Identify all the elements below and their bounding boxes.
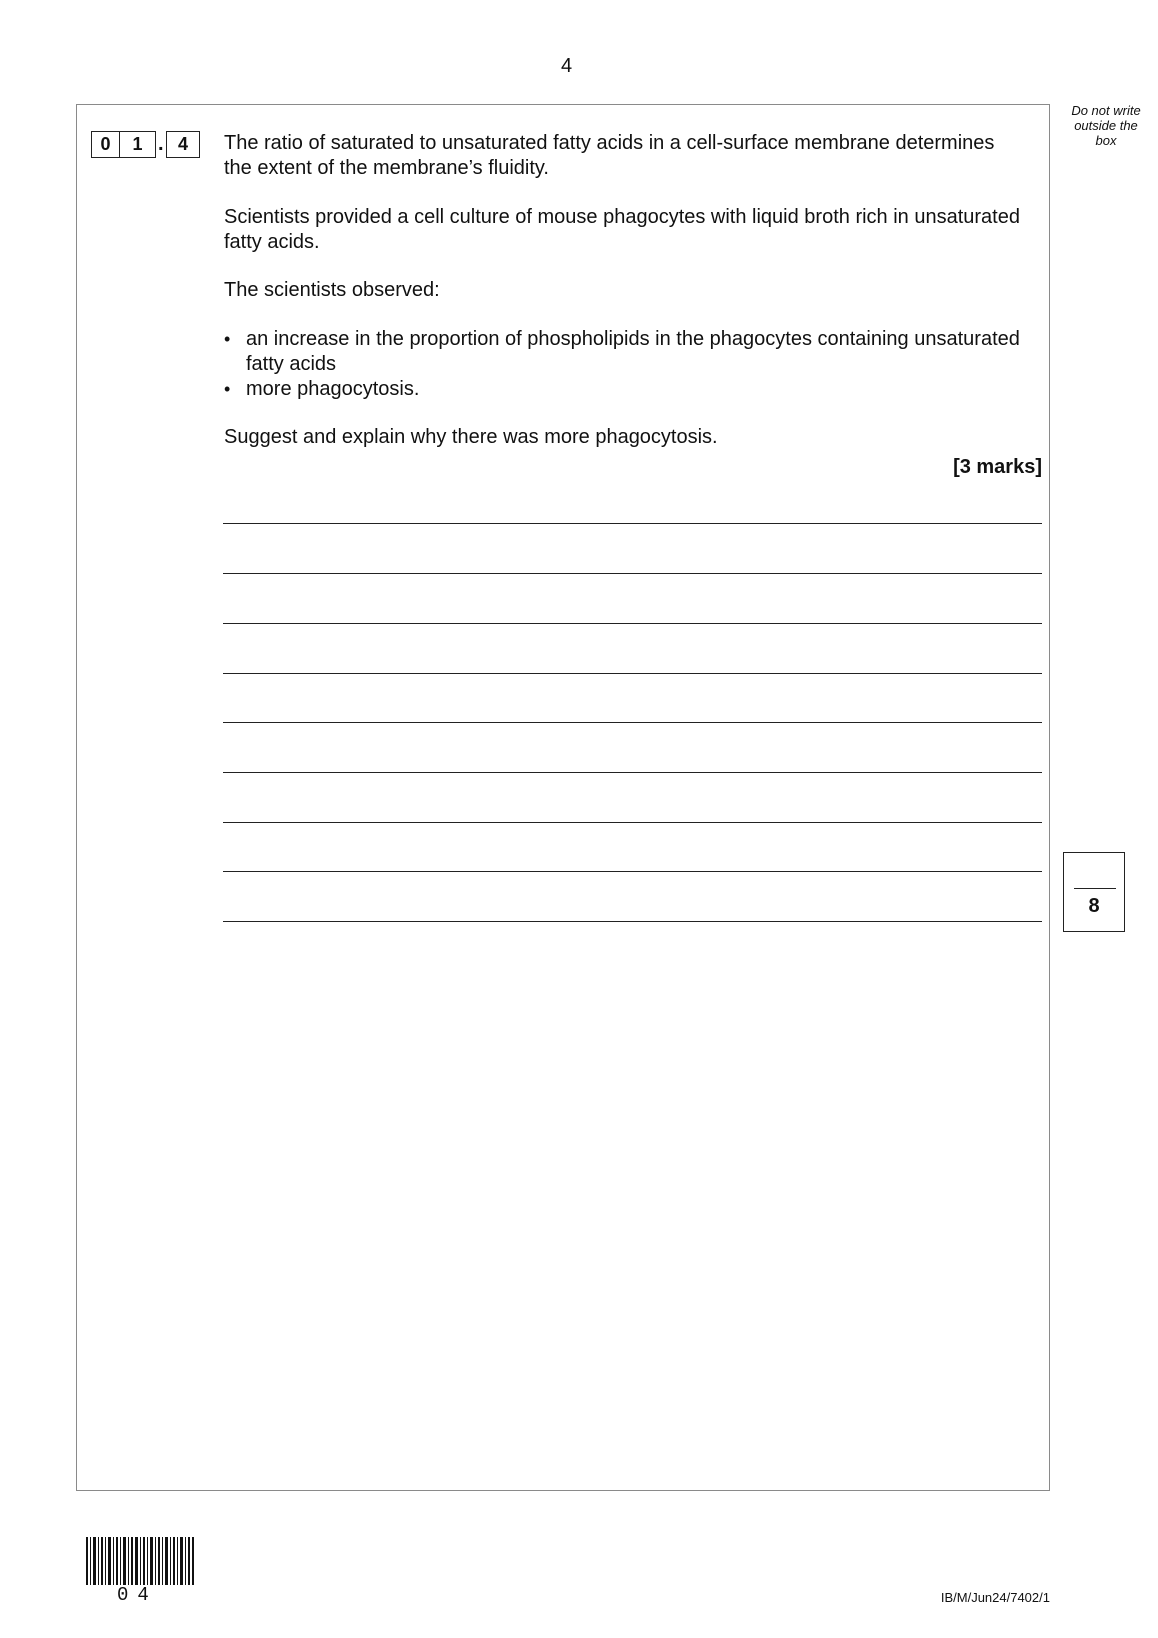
list-item: • more phagocytosis. (224, 377, 1024, 402)
answer-line-1[interactable] (223, 523, 1042, 524)
answer-line-2[interactable] (223, 573, 1042, 574)
marks-label: [3 marks] (953, 456, 1042, 478)
score-total: 8 (1088, 895, 1100, 917)
question-number-digit-2: 1 (119, 131, 156, 158)
page-number: 4 (560, 55, 573, 77)
barcode-number: 04 (117, 1584, 158, 1606)
question-prompt: Suggest and explain why there was more phagocytosis. (224, 426, 718, 448)
answer-line-6[interactable] (223, 772, 1042, 773)
list-item: • an increase in the proportion of phospholipids in the phagocytes containing unsaturated fatty acids (224, 327, 1024, 377)
method-paragraph: Scientists provided a cell culture of mouse phagocytes with liquid broth rich in unsaturated fatty acids. (224, 206, 1020, 253)
answer-line-5[interactable] (223, 722, 1042, 723)
barcode-icon (86, 1537, 194, 1585)
question-number-dot: . (158, 133, 164, 155)
footer-reference: IB/M/Jun24/7402/1 (940, 1590, 1050, 1605)
score-box (1063, 852, 1125, 932)
question-number-part: 4 (166, 131, 200, 158)
margin-note-line-3: box (1095, 133, 1117, 148)
answer-line-7[interactable] (223, 822, 1042, 823)
score-rule (1074, 888, 1116, 889)
observation-list (224, 327, 1024, 402)
answer-line-4[interactable] (223, 673, 1042, 674)
margin-note-line-1: Do not write (1071, 103, 1141, 118)
answer-line-9[interactable] (223, 921, 1042, 922)
observation-lead: The scientists observed: (224, 279, 440, 301)
margin-note-line-2: outside the (1074, 118, 1138, 133)
answer-line-8[interactable] (223, 871, 1042, 872)
answer-line-3[interactable] (223, 623, 1042, 624)
margin-note (1060, 103, 1152, 148)
question-intro-paragraph: The ratio of saturated to unsaturated fatty acids in a cell-surface membrane determines the extent of the membrane’s fluidity. (224, 132, 995, 179)
question-number-digit-1: 0 (91, 131, 120, 158)
answer-frame (76, 104, 1050, 1491)
